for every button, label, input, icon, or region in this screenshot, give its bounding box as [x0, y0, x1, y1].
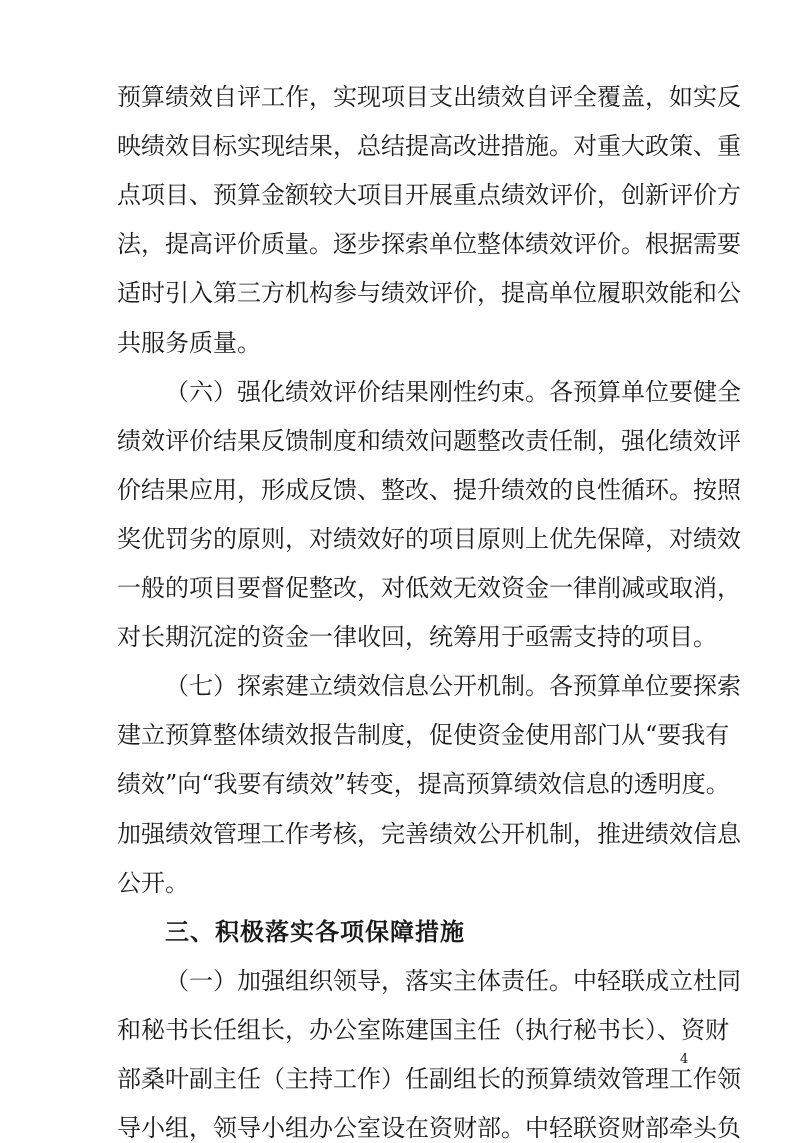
paragraph-line: 一般的项目要督促整改，对低效无效资金一律削减或取消， — [117, 574, 741, 602]
paragraph-line: 加强绩效管理工作考核，完善绩效公开机制，推进绩效信息 — [117, 820, 741, 848]
paragraph-line: （七）探索建立绩效信息公开机制。各预算单位要探索 — [165, 672, 741, 700]
paragraph-line: 共服务质量。 — [117, 329, 261, 357]
page-number: 4 — [680, 1052, 689, 1067]
paragraph-line: （一）加强组织领导，落实主体责任。中轻联成立杜同 — [165, 967, 741, 995]
paragraph-line: 绩效评价结果反馈制度和绩效问题整改责任制，强化绩效评 — [117, 427, 741, 455]
paragraph-line: 公开。 — [117, 869, 189, 897]
paragraph-line: 价结果应用，形成反馈、整改、提升绩效的良性循环。按照 — [117, 476, 741, 504]
paragraph-line: 适时引入第三方机构参与绩效评价，提高单位履职效能和公 — [117, 279, 741, 307]
paragraph-line: 导小组，领导小组办公室设在资财部。中轻联资财部牵头负 — [117, 1114, 741, 1142]
paragraph-line: 对长期沉淀的资金一律收回，统筹用于亟需支持的项目。 — [117, 623, 717, 651]
paragraph-line: 绩效”向“我要有绩效”转变，提高预算绩效信息的透明度。 — [117, 770, 730, 798]
paragraph-line: 预算绩效自评工作，实现项目支出绩效自评全覆盖，如实反 — [117, 83, 741, 111]
paragraph-line: 部桑叶副主任（主持工作）任副组长的预算绩效管理工作领 — [117, 1065, 741, 1093]
paragraph-line: 奖优罚劣的原则，对绩效好的项目原则上优先保障，对绩效 — [117, 525, 741, 553]
paragraph-line: 和秘书长任组长，办公室陈建国主任（执行秘书长）、资财 — [117, 1016, 729, 1044]
paragraph-line: （六）强化绩效评价结果刚性约束。各预算单位要健全 — [165, 378, 741, 406]
paragraph-line: 点项目、预算金额较大项目开展重点绩效评价，创新评价方 — [117, 181, 741, 209]
paragraph-line: 建立预算整体绩效报告制度，促使资金使用部门从“要我有 — [117, 721, 730, 749]
paragraph-line: 法，提高评价质量。逐步探索单位整体绩效评价。根据需要 — [117, 230, 741, 258]
section-heading: 三、积极落实各项保障措施 — [165, 917, 465, 946]
paragraph-line: 映绩效目标实现结果，总结提高改进措施。对重大政策、重 — [117, 132, 741, 160]
